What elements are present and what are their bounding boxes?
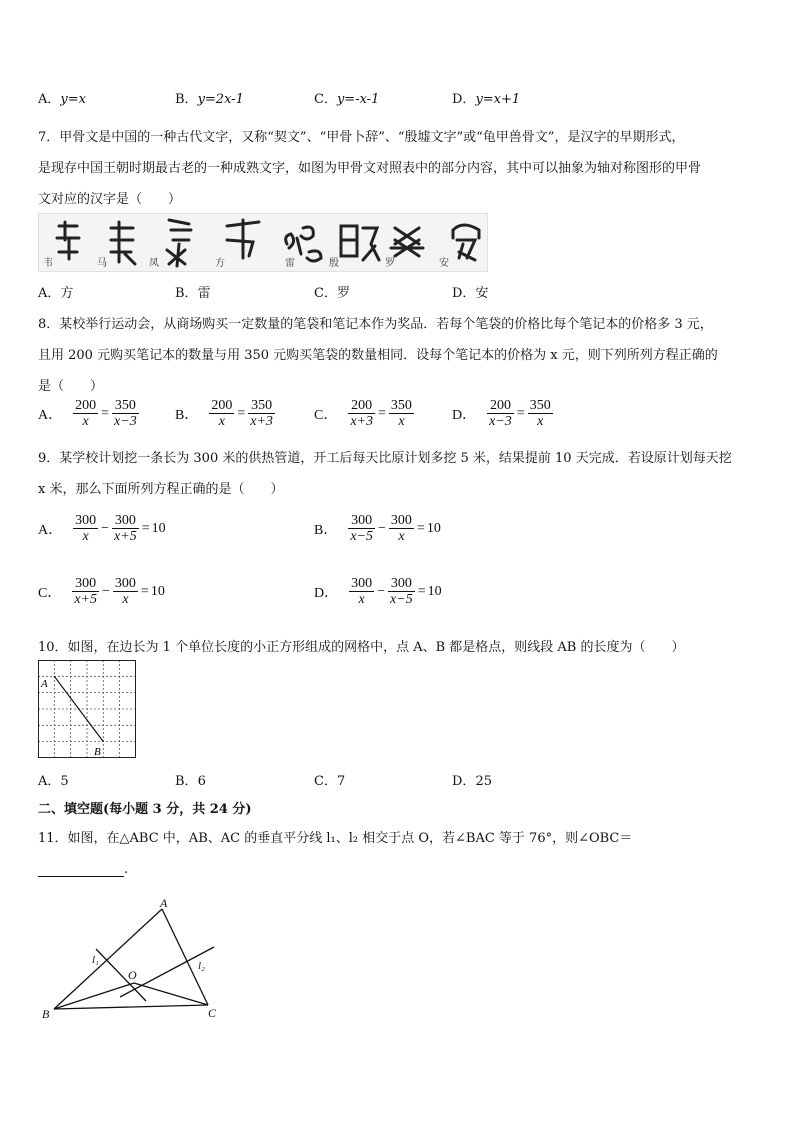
option-label: D． [314, 585, 339, 601]
denominator: x−3 [489, 414, 512, 429]
option-label: B． [314, 522, 338, 538]
numerator: 300 [388, 576, 415, 592]
option-text: 安 [475, 286, 489, 301]
oracle-bone-table [38, 213, 488, 272]
numerator: 200 [348, 398, 375, 414]
q8-line-2: 且用 200 元购买笔记本的数量与用 350 元购买笔袋的数量相同．设每个笔记本的价格为 x 元，则下列所列方程正确的 [38, 348, 718, 363]
glyph-caption: 韦 [43, 258, 53, 269]
option-text: 7 [336, 774, 346, 789]
numerator: 200 [487, 398, 514, 414]
q9-option-d: D． $\frac{300}{x}$ − $\frac{300}{x-5}$ = 10 [314, 576, 442, 607]
oracle-bone-glyphs [39, 214, 487, 271]
vertex-c-label: C [208, 1006, 217, 1020]
q6-option-a [38, 88, 86, 107]
numerator: 300 [114, 576, 136, 591]
numerator: 350 [529, 398, 551, 413]
option-label: A． [38, 522, 63, 538]
option-label: C． [314, 774, 337, 789]
glyph-caption: 方 [215, 258, 225, 269]
glyph-an [453, 225, 479, 260]
rhs: 10 [150, 583, 165, 599]
q6-option-b [175, 88, 244, 107]
option-label: B． [175, 92, 198, 107]
numerator: 300 [72, 576, 99, 592]
q11-tail: . [124, 862, 129, 877]
glyph-fang [227, 220, 259, 258]
option-expr: y=-x-1 [336, 92, 380, 107]
glyph-caption: 凤 [149, 258, 159, 269]
option-expr: y=x [60, 92, 86, 107]
option-label: B． [175, 774, 198, 789]
grid-svg [38, 660, 138, 760]
numerator: 350 [248, 398, 275, 414]
fraction [112, 398, 139, 429]
q7-option-a [38, 282, 73, 301]
q9-option-c: C． $\frac{300}{x+5}$ − $\frac{300}{x}$ = 10 [38, 576, 165, 607]
option-label: A． [38, 407, 63, 423]
denominator: x+3 [350, 414, 374, 429]
glyph-caption: 马 [97, 258, 107, 269]
option-text: 方 [60, 286, 74, 301]
option-text: 雷 [197, 286, 211, 301]
fraction [112, 513, 139, 544]
q9-line-2: x 米，那么下面所列方程正确的是（ ） [38, 482, 284, 497]
q8-line-3: 是（ ） [38, 379, 104, 394]
q9-line-1: 9．某学校计划挖一条长为 300 米的供热管道，开工后每天比原计划多挖 5 米，结果提前 10 天完成．若设原计划每天挖 [38, 451, 732, 466]
option-label: A． [38, 286, 61, 301]
q7-line-1: 7．甲骨文是中国的一种古代文字，又称“契文”、“甲骨卜辞”、“殷墟文字”或“龟甲兽骨文”，是汉字的早期形式， [38, 130, 685, 145]
q7-line-2: 是现存中国王朝时期最古老的一种成熟文字，如图为甲骨文对照表中的部分内容，其中可以抽象为轴对称图形的甲骨 [38, 161, 702, 176]
option-text: 25 [475, 774, 492, 789]
denominator: x+5 [114, 529, 137, 544]
q8-line-1: 8．某校举行运动会，从商场购买一定数量的笔袋和笔记本作为奖品．若每个笔袋的价格比每个笔记本的价格多 3 元， [38, 317, 713, 332]
grid-figure [38, 660, 138, 760]
q8-option-a: A． $\frac{200}{x}$ = $\frac{350}{x-3}$ [38, 398, 137, 429]
q11-text: 11．如图，在△ABC 中，AB、AC 的垂直平分线 l₁、l₂ 相交于点 O，若∠BAC 等于 76°，则∠OBC＝ [38, 831, 633, 846]
q6-option-d [452, 88, 520, 107]
fraction [348, 398, 375, 429]
glyph-yin [341, 226, 379, 260]
glyph-caption: 安 [439, 258, 449, 269]
q8-option-b: B． $\frac{200}{x}$ = $\frac{350}{x+3}$ [175, 398, 273, 429]
glyph-ma [111, 222, 135, 264]
point-b-label: B [94, 746, 101, 758]
numerator: 300 [75, 513, 97, 528]
glyph-feng [167, 220, 191, 266]
numerator: 350 [390, 398, 412, 413]
numerator: 200 [75, 398, 97, 413]
option-label: A． [38, 774, 61, 789]
q9-option-a: A． $\frac{300}{x}$ − $\frac{300}{x+5}$ = 10 [38, 513, 166, 544]
q10-option-b [175, 770, 206, 789]
q7-line-3: 文对应的汉字是（ ） [38, 192, 182, 207]
denominator: x−5 [350, 529, 374, 544]
triangle-svg [38, 895, 238, 1025]
option-expr: y=2x-1 [197, 92, 244, 107]
numerator: 300 [351, 576, 373, 591]
q10-text: 10．如图，在边长为 1 个单位长度的小正方形组成的网格中，点 A、B 都是格点，则线段 AB 的长度为（ ） [38, 640, 685, 655]
numerator: 200 [211, 398, 233, 413]
option-text: 罗 [336, 286, 350, 301]
fraction [348, 513, 375, 544]
rhs: 10 [151, 520, 166, 536]
denominator: x [218, 414, 225, 429]
numerator: 350 [112, 398, 139, 414]
fraction [113, 576, 138, 607]
q9-option-b: B． $\frac{300}{x-5}$ − $\frac{300}{x}$ = 10 [314, 513, 441, 544]
option-label: B． [175, 407, 199, 423]
denominator: x [537, 414, 544, 429]
option-label: C． [314, 286, 337, 301]
denominator: x [122, 592, 129, 607]
q7-option-c [314, 282, 350, 301]
rhs: 10 [426, 520, 441, 536]
option-label: C． [314, 92, 337, 107]
section-title: 二、填空题(每小题 3 分，共 24 分) [38, 802, 252, 817]
vertex-a-label: A [160, 896, 168, 910]
numerator: 300 [348, 513, 375, 529]
q8-option-c: C． $\frac{200}{x+3}$ = $\frac{350}{x}$ [314, 398, 412, 429]
option-label: B． [175, 286, 198, 301]
q11-answer-line [38, 862, 128, 877]
triangle-figure [38, 895, 238, 1025]
q6-option-c [314, 88, 379, 107]
option-label: A． [38, 92, 61, 107]
denominator: x+5 [74, 592, 98, 607]
option-label: D． [452, 92, 476, 107]
fraction [73, 513, 98, 544]
vertex-b-label: B [42, 1007, 50, 1021]
glyph-luo [391, 228, 423, 256]
q7-option-b [175, 282, 211, 301]
glyph-wei [57, 222, 79, 259]
q10-option-d [452, 770, 492, 789]
fraction [209, 398, 234, 429]
fraction [72, 576, 99, 607]
fraction [388, 576, 415, 607]
option-label: D． [452, 286, 476, 301]
point-o-label: O [128, 968, 137, 982]
fraction [389, 398, 414, 429]
denominator: x [398, 529, 405, 544]
option-label: D． [452, 774, 476, 789]
segment-oc [134, 983, 208, 1005]
q7-option-d [452, 282, 488, 301]
line-l1-label: l₁ [92, 954, 99, 966]
option-expr: y=x+1 [475, 92, 521, 107]
denominator: x−5 [390, 592, 413, 607]
side-ac [162, 909, 208, 1005]
numerator: 300 [390, 513, 412, 528]
denominator: x+3 [250, 414, 273, 429]
option-label: C． [38, 585, 62, 601]
rhs: 10 [427, 583, 442, 599]
q8-option-d: D． $\frac{200}{x-3}$ = $\frac{350}{x}$ [452, 398, 551, 429]
side-bc [54, 1005, 208, 1009]
fraction [528, 398, 553, 429]
glyph-caption: 雷 [285, 258, 295, 269]
fraction [389, 513, 414, 544]
q10-option-c [314, 770, 345, 789]
glyph-caption: 罗 [385, 258, 395, 269]
line-l2-label: l₂ [198, 960, 205, 972]
denominator: x [82, 414, 89, 429]
side-ba [54, 909, 162, 1009]
q10-option-a [38, 770, 69, 789]
answer-blank[interactable] [38, 862, 124, 877]
option-label: D． [452, 407, 477, 423]
glyph-caption: 殷 [329, 258, 339, 269]
point-a-label: A [41, 678, 48, 690]
fraction [73, 398, 98, 429]
denominator: x [82, 529, 89, 544]
option-label: C． [314, 407, 338, 423]
denominator: x [358, 592, 365, 607]
fraction [248, 398, 275, 429]
option-text: 5 [60, 774, 69, 789]
fraction [349, 576, 374, 607]
denominator: x [398, 414, 405, 429]
fraction [487, 398, 514, 429]
numerator: 300 [112, 513, 139, 529]
glyph-lei [286, 227, 321, 261]
denominator: x−3 [114, 414, 137, 429]
option-text: 6 [197, 774, 206, 789]
